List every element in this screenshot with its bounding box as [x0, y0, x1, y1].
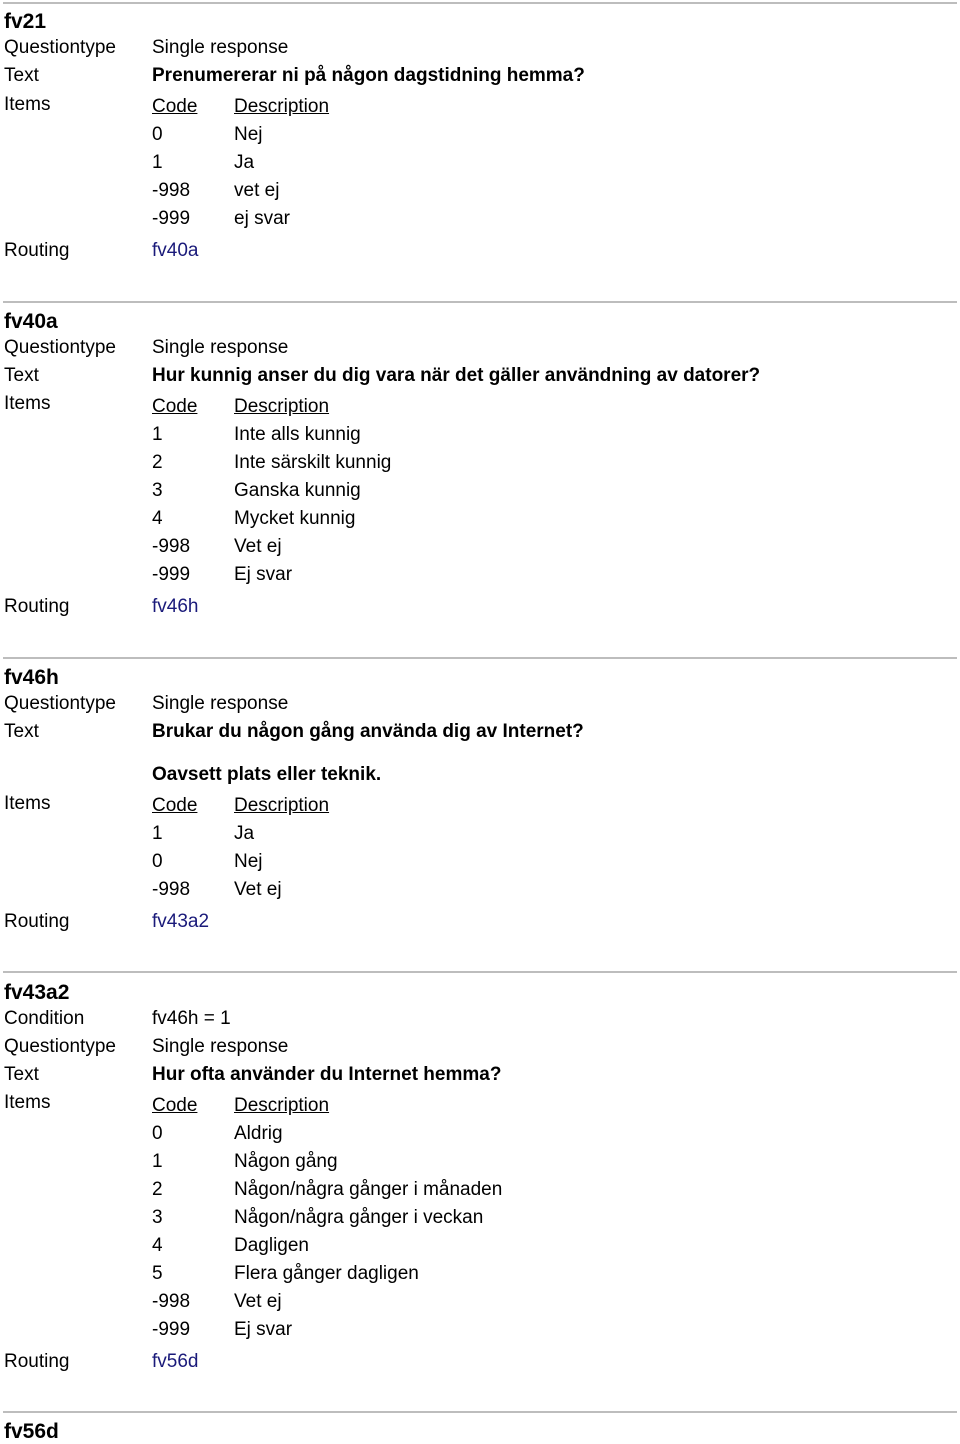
questiontype-value: Single response [152, 337, 289, 358]
condition-label: Condition [4, 1008, 85, 1029]
questiontype-value: Single response [152, 37, 289, 58]
item-code: -999 [152, 564, 191, 585]
question-id: fv46h [4, 666, 59, 689]
question-id: fv43a2 [4, 981, 70, 1004]
item-description: Vet ej [234, 1291, 282, 1312]
item-code: 5 [152, 1263, 163, 1284]
routing-label: Routing [4, 911, 70, 932]
questiontype-label: Questiontype [4, 337, 116, 358]
question-text: Hur kunnig anser du dig vara när det gäller användning av datorer? [152, 365, 761, 386]
item-code: 2 [152, 452, 163, 473]
item-description: Någon/några gånger i veckan [234, 1207, 484, 1228]
routing-link[interactable]: fv56d [152, 1351, 199, 1372]
item-description: Ganska kunnig [234, 480, 361, 501]
code-header: Code [152, 1095, 198, 1116]
item-description: Inte särskilt kunnig [234, 452, 392, 473]
item-code: 1 [152, 424, 163, 445]
item-description: Ja [234, 152, 255, 173]
routing-link[interactable]: fv43a2 [152, 911, 210, 932]
item-description: vet ej [234, 180, 280, 201]
item-code: 0 [152, 851, 163, 872]
items-label: Items [4, 94, 51, 115]
code-header: Code [152, 396, 198, 417]
description-header: Description [234, 396, 330, 417]
routing-link[interactable]: fv40a [152, 240, 199, 261]
item-code: -999 [152, 208, 191, 229]
item-description: Nej [234, 851, 263, 872]
item-code: -998 [152, 879, 191, 900]
questiontype-value: Single response [152, 693, 289, 714]
code-header: Code [152, 795, 198, 816]
questiontype-value: Single response [152, 1036, 289, 1057]
item-code: 4 [152, 1235, 163, 1256]
item-code: -998 [152, 536, 191, 557]
description-header: Description [234, 1095, 330, 1116]
item-description: Mycket kunnig [234, 508, 356, 529]
routing-label: Routing [4, 1351, 70, 1372]
item-description: Någon/några gånger i månaden [234, 1179, 503, 1200]
item-description: Vet ej [234, 879, 282, 900]
item-description: Ej svar [234, 564, 293, 585]
text-label: Text [4, 721, 39, 742]
item-description: Ej svar [234, 1319, 293, 1340]
section-divider [3, 1411, 957, 1413]
item-code: -998 [152, 1291, 191, 1312]
items-label: Items [4, 793, 51, 814]
item-code: 1 [152, 1151, 163, 1172]
item-description: Ja [234, 823, 255, 844]
condition-value: fv46h = 1 [152, 1008, 231, 1029]
items-label: Items [4, 1092, 51, 1113]
question-text: Prenumererar ni på någon dagstidning hemma? [152, 65, 585, 86]
description-header: Description [234, 795, 330, 816]
question-text-note: Oavsett plats eller teknik. [152, 764, 382, 785]
questiontype-label: Questiontype [4, 1036, 116, 1057]
text-label: Text [4, 365, 39, 386]
item-code: 2 [152, 1179, 163, 1200]
item-code: 4 [152, 508, 163, 529]
question-text: Hur ofta använder du Internet hemma? [152, 1064, 502, 1085]
question-id: fv40a [4, 310, 58, 333]
item-description: Aldrig [234, 1123, 283, 1144]
text-label: Text [4, 65, 39, 86]
questiontype-label: Questiontype [4, 693, 116, 714]
item-code: 3 [152, 1207, 163, 1228]
item-description: Vet ej [234, 536, 282, 557]
item-code: 0 [152, 1123, 163, 1144]
item-description: Någon gång [234, 1151, 338, 1172]
item-code: -998 [152, 180, 191, 201]
item-description: Dagligen [234, 1235, 309, 1256]
item-code: 1 [152, 152, 163, 173]
questiontype-label: Questiontype [4, 37, 116, 58]
item-description: Nej [234, 124, 263, 145]
item-code: 0 [152, 124, 163, 145]
routing-link[interactable]: fv46h [152, 596, 199, 617]
description-header: Description [234, 96, 330, 117]
section-divider [3, 657, 957, 659]
item-description: Flera gånger dagligen [234, 1263, 419, 1284]
question-id: fv56d [4, 1420, 59, 1443]
section-divider [3, 2, 957, 4]
code-header: Code [152, 96, 198, 117]
text-label: Text [4, 1064, 39, 1085]
item-code: 1 [152, 823, 163, 844]
items-label: Items [4, 393, 51, 414]
section-divider [3, 301, 957, 303]
item-description: ej svar [234, 208, 290, 229]
item-code: 3 [152, 480, 163, 501]
item-description: Inte alls kunnig [234, 424, 361, 445]
question-text: Brukar du någon gång använda dig av Internet? [152, 721, 584, 742]
routing-label: Routing [4, 240, 70, 261]
section-divider [3, 971, 957, 973]
routing-label: Routing [4, 596, 70, 617]
question-id: fv21 [4, 10, 47, 33]
item-code: -999 [152, 1319, 191, 1340]
